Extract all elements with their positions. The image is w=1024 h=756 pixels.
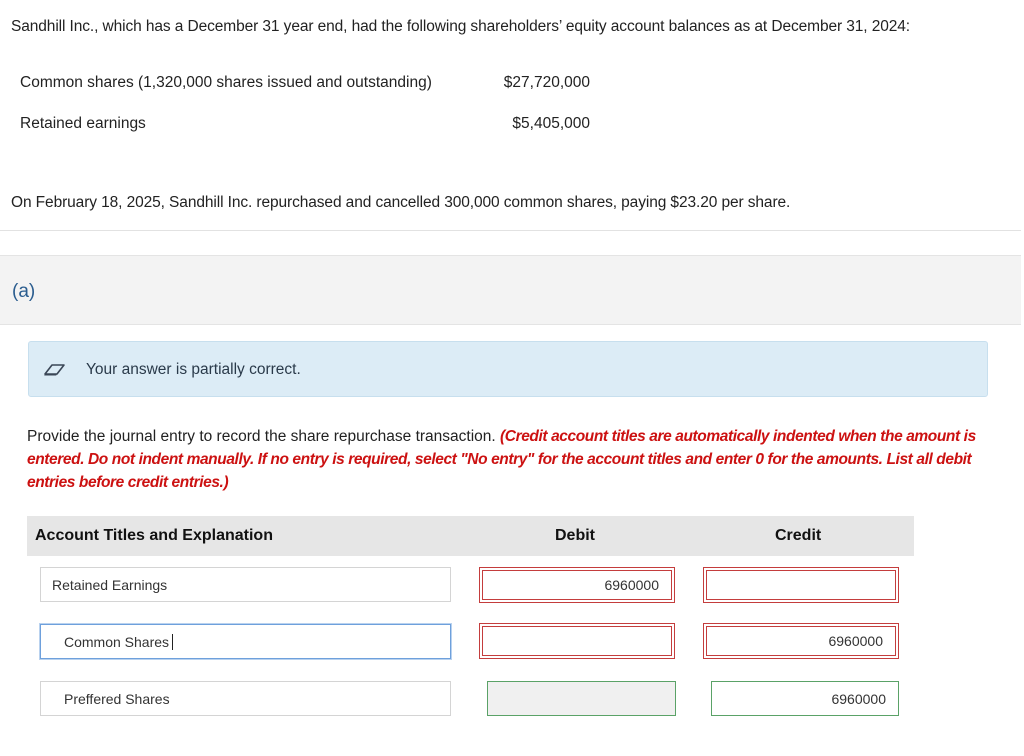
balance-label: Common shares (1,320,000 shares issued and outstanding) [20,74,432,91]
problem-intro: Sandhill Inc., which has a December 31 year end, had the following shareholders’ equity account balances as at December 31, 2024: [11,18,910,35]
credit-input-row-2[interactable] [706,626,896,656]
feedback-text: Your answer is partially correct. [86,361,301,378]
repurchase-statement: On February 18, 2025, Sandhill Inc. repurchased and cancelled 300,000 common shares, paying $23.20 per share. [11,194,791,211]
balance-value: $27,720,000 [503,74,590,91]
account-title-input-row-2[interactable] [40,624,451,659]
account-title-input-row-3[interactable] [40,681,451,716]
text-caret [172,634,173,650]
journal-table-header [27,516,914,556]
debit-input-row-3[interactable] [487,681,676,716]
pencil-icon [43,361,67,377]
part-header [0,255,1021,325]
debit-input-row-2[interactable] [482,626,672,656]
instructions-note: (Credit account titles are automatically indented when the amount is entered. Do not indent manually. If no entry is required, select "No entry" for the account titles and enter 0 for the amounts. List all debit entries before credit entries.) [27,428,976,491]
credit-input-row-3[interactable] [711,681,899,716]
debit-field-row-1 [479,567,675,603]
header-credit: Credit [775,527,822,544]
balance-label: Retained earnings [20,115,146,132]
header-debit: Debit [555,527,595,544]
section-divider [0,230,1021,231]
feedback-banner [28,341,988,397]
part-label: (a) [12,281,36,302]
instructions [27,425,987,494]
debit-field-row-2 [479,623,675,659]
account-title-input-row-1[interactable] [40,567,451,602]
credit-field-row-1 [703,567,899,603]
header-account-titles: Account Titles and Explanation [35,527,273,544]
balance-value: $5,405,000 [512,115,590,132]
instructions-text: Provide the journal entry to record the share repurchase transaction. [27,428,501,445]
credit-input-row-1[interactable] [706,570,896,600]
debit-input-row-1[interactable] [482,570,672,600]
credit-field-row-2 [703,623,899,659]
